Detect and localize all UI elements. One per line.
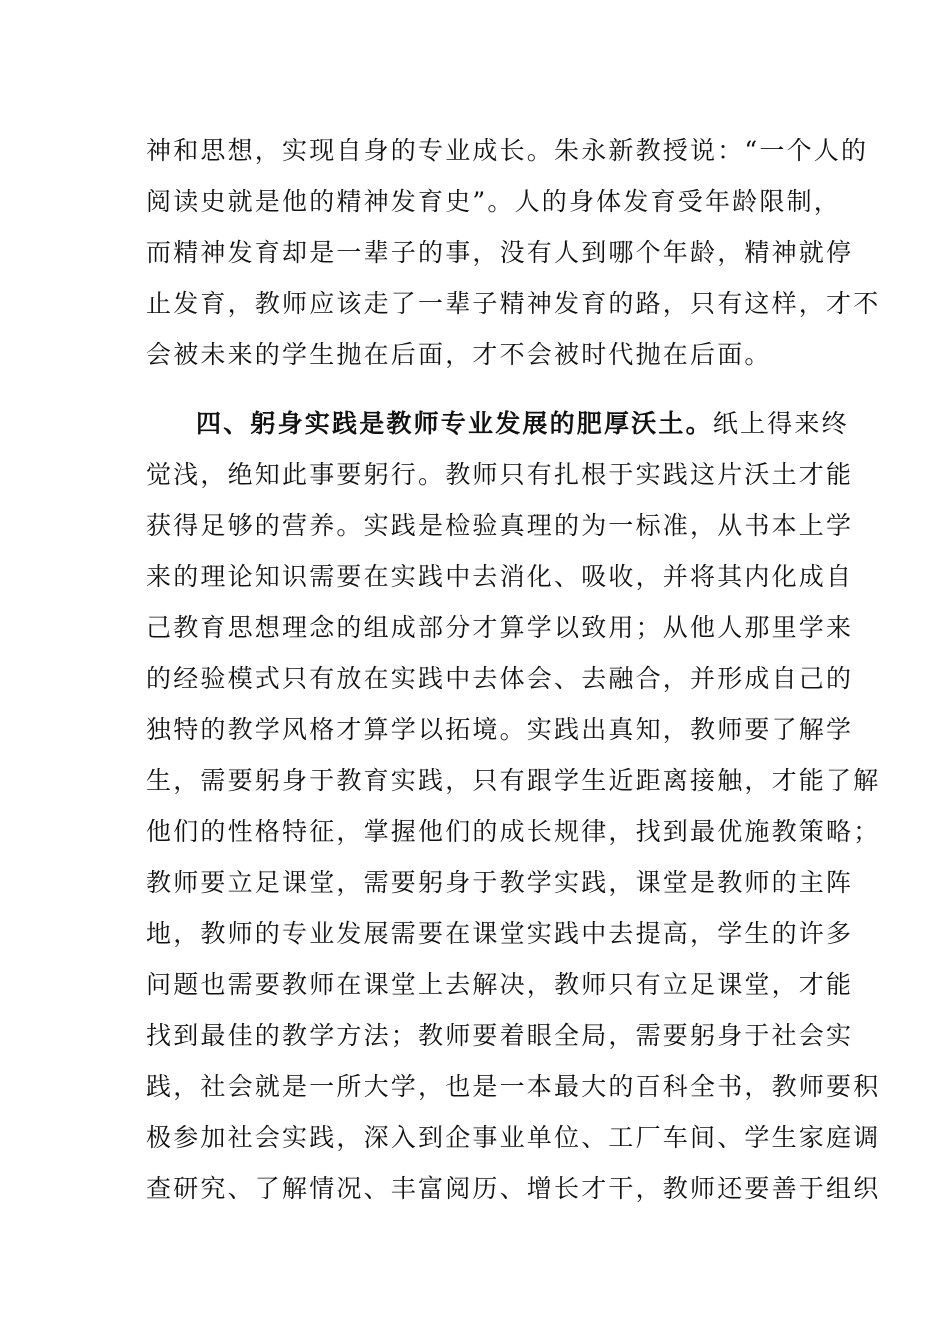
paragraph-2-line-3: 获得足够的营养。实践是检验真理的为一标准，从书本上学 — [146, 511, 854, 540]
paragraph-1-line-4: 止发育，教师应该走了一辈子精神发育的路，只有这样，才不 — [146, 289, 881, 318]
paragraph-1-line-1: 神和思想，实现自身的专业成长。朱永新教授说：“一个人的 — [146, 136, 869, 165]
paragraph-2-line-12: 问题也需要教师在课堂上去解决，教师只有立足课堂，才能 — [146, 970, 854, 999]
paragraph-2-line-1 — [196, 409, 849, 439]
paragraph-2-line-13: 找到最佳的教学方法；教师要着眼全局，需要躬身于社会实 — [146, 1021, 854, 1050]
paragraph-2-line-4: 来的理论知识需要在实践中去消化、吸收，并将其内化成自 — [146, 562, 854, 591]
paragraph-2-line-11: 地，教师的专业发展需要在课堂实践中去提高，学生的许多 — [146, 919, 854, 948]
paragraph-1-line-5: 会被未来的学生抛在后面，才不会被时代抛在后面。 — [146, 340, 772, 369]
paragraph-2-line-9: 他们的性格特征，掌握他们的成长规律，找到最优施教策略； — [146, 817, 881, 846]
paragraph-2-line-16: 查研究、了解情况、丰富阅历、增长才干，教师还要善于组织 — [146, 1174, 881, 1203]
paragraph-1-line-3: 而精神发育却是一辈子的事，没有人到哪个年龄，精神就停 — [146, 238, 854, 267]
section-heading: 四、躬身实践是教师专业发展的肥厚沃土。 — [196, 409, 713, 438]
paragraph-2-line-2: 觉浅，绝知此事要躬行。教师只有扎根于实践这片沃土才能 — [146, 460, 854, 489]
paragraph-2-line-8: 生，需要躬身于教育实践，只有跟学生近距离接触，才能了解 — [146, 766, 881, 795]
paragraph-2-line-7: 独特的教学风格才算学以拓境。实践出真知，教师要了解学 — [146, 715, 854, 744]
paragraph-2-line-15: 极参加社会实践，深入到企事业单位、工厂车间、学生家庭调 — [146, 1123, 881, 1152]
paragraph-2-line-10: 教师要立足课堂，需要躬身于教学实践，课堂是教师的主阵 — [146, 868, 854, 897]
paragraph-2-line-5: 己教育思想理念的组成部分才算学以致用；从他人那里学来 — [146, 613, 854, 642]
paragraph-1-line-2: 阅读史就是他的精神发育史”。人的身体发育受年龄限制， — [146, 187, 841, 216]
paragraph-2-line-14: 践，社会就是一所大学，也是一本最大的百科全书，教师要积 — [146, 1072, 881, 1101]
paragraph-2-line-6: 的经验模式只有放在实践中去体会、去融合，并形成自己的 — [146, 664, 854, 693]
paragraph-2-line-1-rest: 纸上得来终 — [712, 409, 849, 438]
